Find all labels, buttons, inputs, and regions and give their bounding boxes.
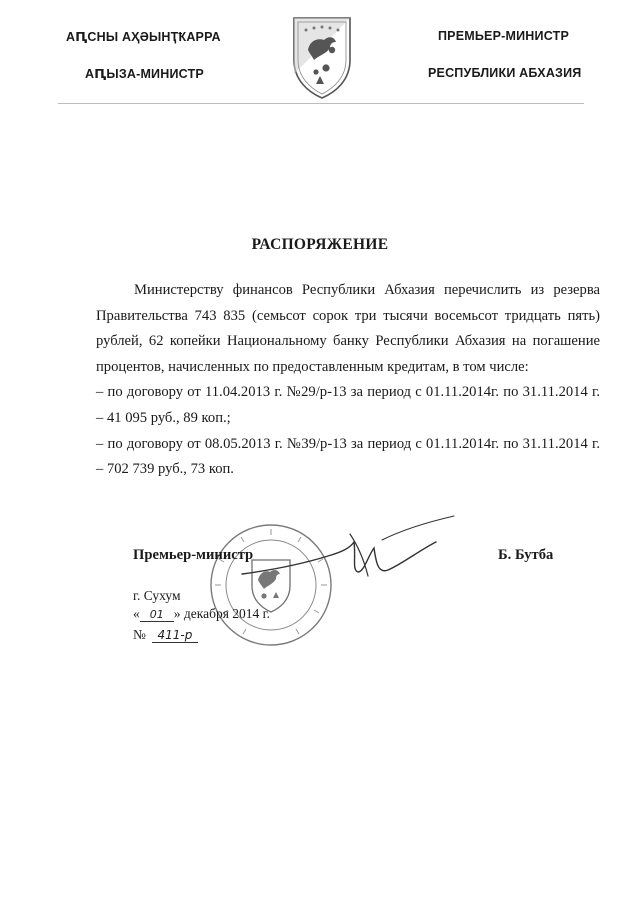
header-right-line2: РЕСПУБЛИКИ АБХАЗИЯ	[428, 66, 582, 80]
date-month-year: » декабря 2014 г.	[173, 606, 271, 621]
issue-city: г. Сухум	[133, 588, 181, 603]
header-left-line1: АԤСНЫ АҲӘЫНҬҞАРРА	[66, 30, 221, 44]
number-label: №	[133, 627, 146, 642]
date-quote-open: «	[133, 606, 140, 621]
handwritten-signature	[232, 512, 472, 597]
header-right-line1: ПРЕМЬЕР-МИНИСТР	[438, 29, 569, 43]
issue-date	[133, 606, 270, 622]
signatory-position: Премьер-министр	[133, 547, 254, 563]
body-list-item: – по договору от 11.04.2013 г. №29/р-13 за период с 01.11.2014г. по 31.11.2014 г. – 41 095 руб., 89 коп.;	[96, 384, 600, 426]
signatory-name: Б. Бутба	[498, 547, 554, 563]
body-paragraph: Министерству финансов Республики Абхазия перечислить из резерва Правительства 743 835 (семьсот сорок три тысячи восемьсот тридцать пять) рублей, 62 копейки Национальному банку Республики Абхазия на погашение процентов, начисленных по предоставленным кредитам, в том числе:	[96, 282, 600, 375]
body-list-item: – по договору от 08.05.2013 г. №39/р-13 за период с 01.11.2014г. по 31.11.2014 г. – 702 739 руб., 73 коп.	[96, 435, 600, 478]
date-day-handwritten: 01	[140, 608, 174, 622]
document-title: РАСПОРЯЖЕНИЕ	[251, 236, 389, 253]
header-left-line2: АԤЫЗА-МИНИСТР	[85, 67, 204, 81]
header-divider	[58, 103, 584, 104]
coat-of-arms-icon	[290, 14, 354, 100]
number-value-handwritten: 411-р	[152, 628, 198, 643]
document-number	[133, 627, 198, 643]
document-body	[96, 278, 600, 483]
